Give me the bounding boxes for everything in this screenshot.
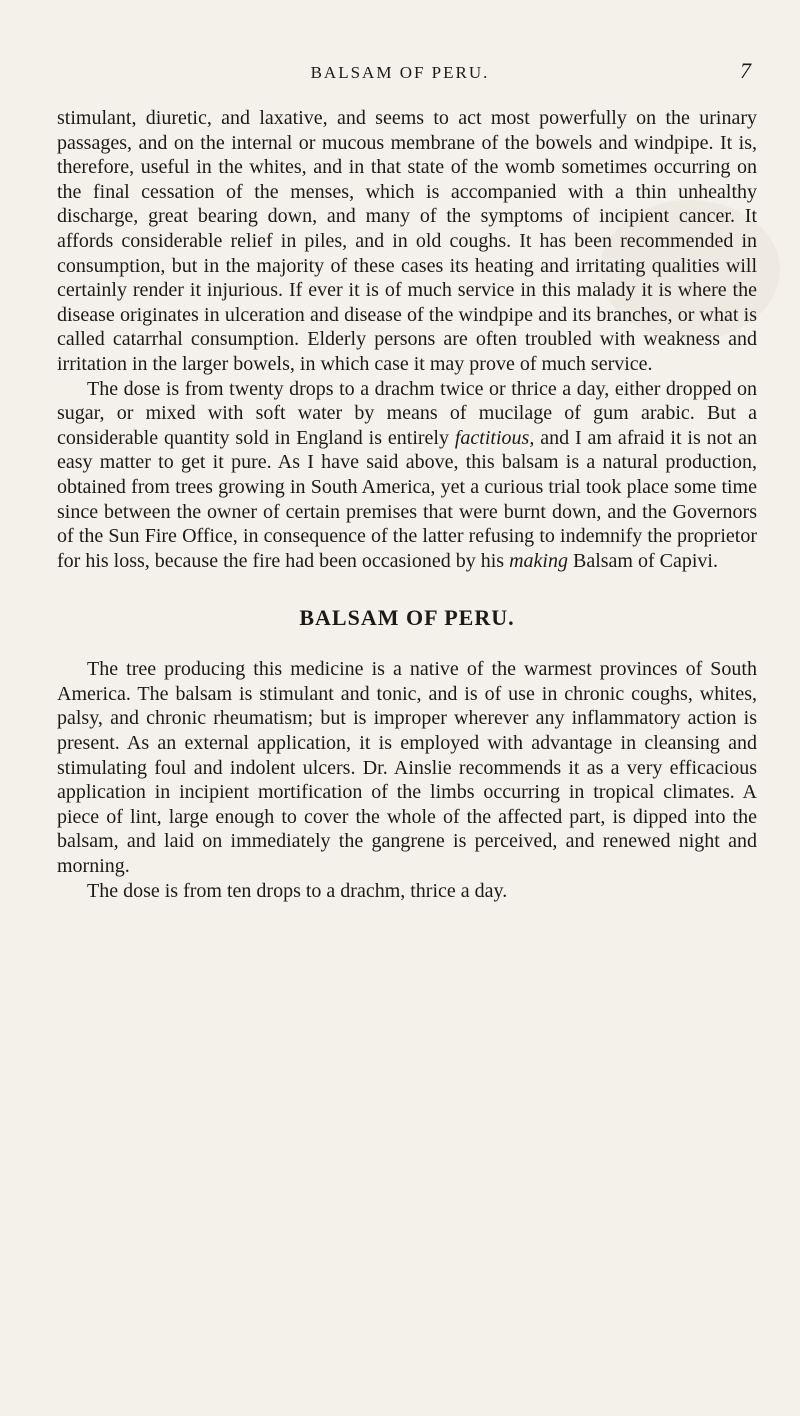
emphasis-factitious: factitious, xyxy=(454,426,535,449)
body-text xyxy=(57,106,757,903)
paragraph-2-text-c: Balsam of Capivi. xyxy=(567,549,718,572)
paragraph-2-text-a: The dose is from twenty drops to a drachm twice or thrice a day, either dropped on sugar, or mixed with soft water by means of mucilage of gum arabic. But a considerable quantity sold in England is entirely xyxy=(57,377,757,449)
section-heading: BALSAM OF PERU. xyxy=(299,605,515,631)
paragraph-4: The dose is from ten drops to a drachm, thrice a day. xyxy=(87,879,508,902)
paragraph-1: stimulant, diuretic, and laxative, and seems to act most powerfully on the urinary passages, and on the internal or mucous membrane of the bowels and windpipe. It is, therefore, useful in the whites, and in that state of the womb sometimes occurring on the final cessation of the menses, which is accompanied with a thin unhealthy discharge, great bearing down, and many of the symptoms of incipient cancer. It affords considerable relief in piles, and in old coughs. It has been recommended in consumption, but in the majority of these cases its heating and irritating qualities will certainly render it injurious. If ever it is of much service in this malady it is where the disease originates in ulceration and disease of the windpipe and its branches, or what is called catarrhal consumption. Elderly persons are often troubled with weakness and irritation in the larger bowels, in which case it may prove of much service. xyxy=(57,107,757,375)
running-title: BALSAM OF PERU. xyxy=(310,63,490,82)
paragraph-2-text-b: and I am afraid it is not an easy matter to get it pure. As I have said above, this balsam is a natural production, obtained from trees growing in South America, yet a curious trial took place some time since between the owner of certain premises that were burnt down, and the Governors of the Sun Fire Office, in consequence of the latter refusing to indemnify the proprietor for his loss, because the fire had been occasioned by his xyxy=(57,426,757,572)
paragraph-3: The tree producing this medicine is a native of the warmest provinces of South America. The balsam is stimulant and tonic, and is of use in chronic coughs, whites, palsy, and chronic rheumatism; but is improper wherever any inflammatory action is present. As an external application, it is employed with advantage in cleansing and stimulating foul and indolent ulcers. Dr. Ainslie recommends it as a very efficacious application in incipient mortification of the limbs occurring in tropical climates. A piece of lint, large enough to cover the whole of the affected part, is dipped into the balsam, and laid on immediately the gangrene is perceived, and renewed night and morning. xyxy=(57,658,757,878)
emphasis-making: making xyxy=(509,549,568,572)
page-number: 7 xyxy=(740,58,751,83)
paragraph-2 xyxy=(57,377,757,574)
